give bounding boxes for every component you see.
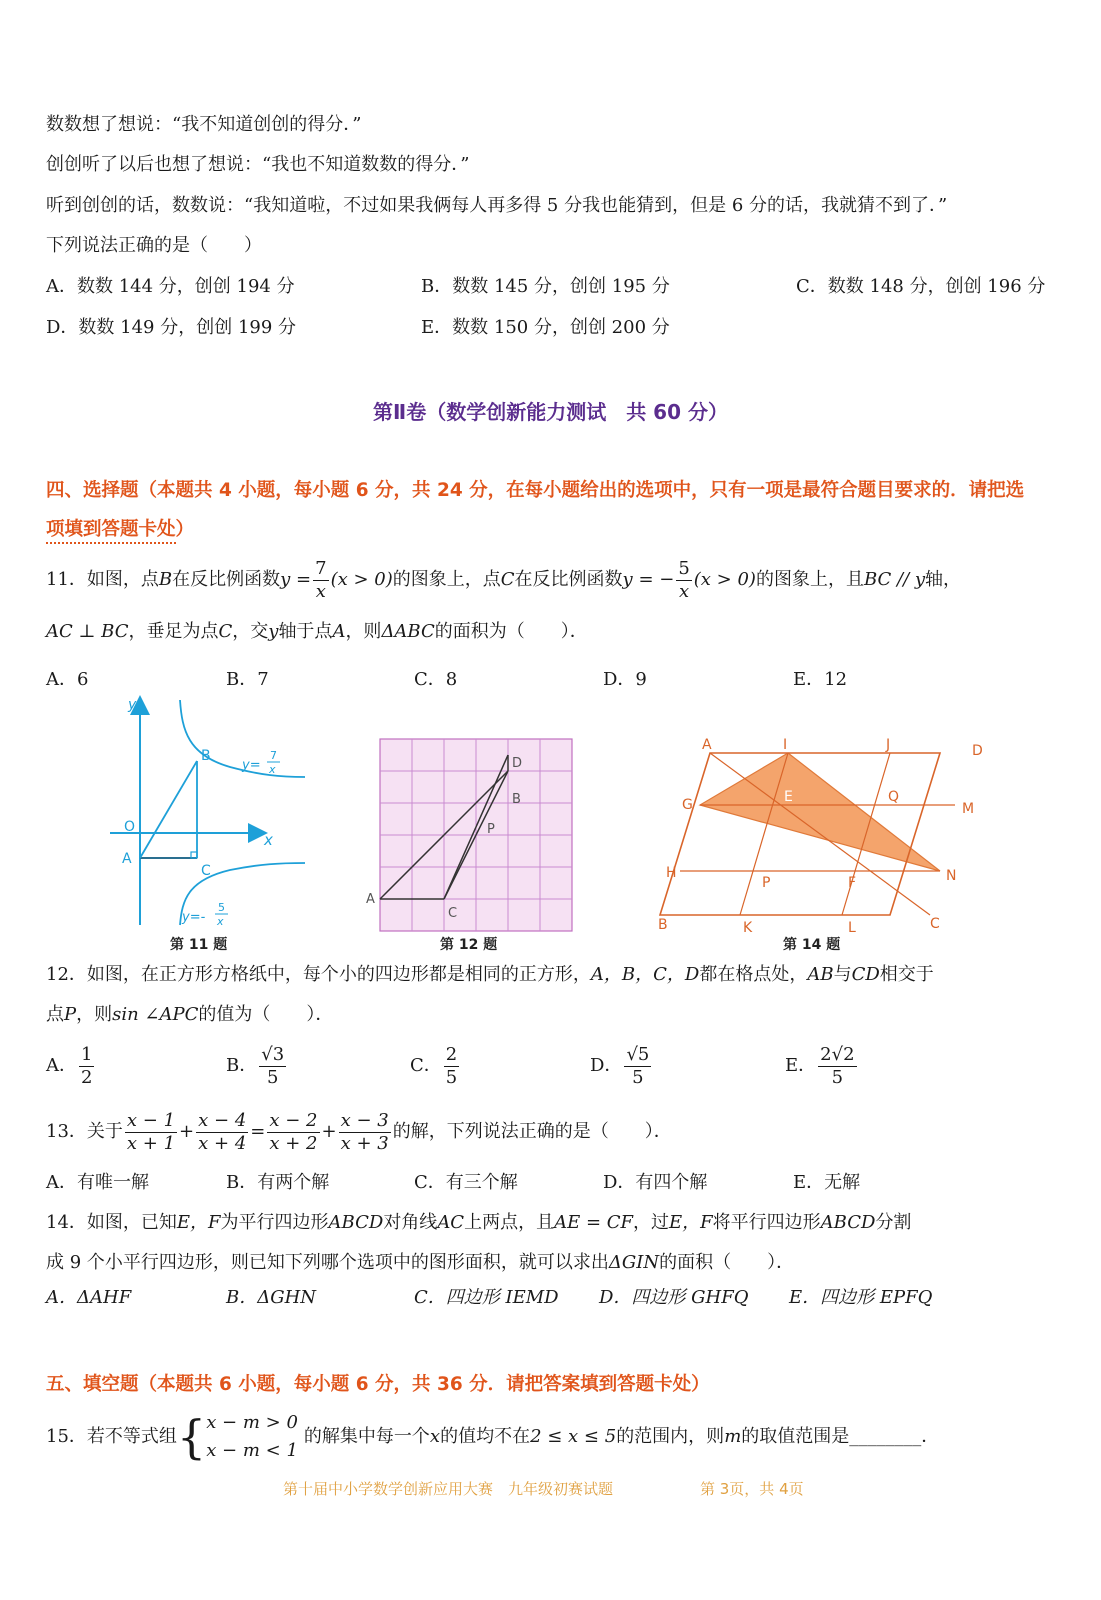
label-y: y (128, 697, 137, 713)
q12-option-label: D． (590, 1055, 623, 1076)
label-f1-num: 7 (270, 749, 277, 762)
q14-option-b: B．ΔGHN (226, 1287, 317, 1308)
q14-option-c: C．四边形 IEMD (414, 1287, 559, 1308)
q12-line-1 (46, 962, 934, 988)
q13-num: x − 3 (340, 1109, 389, 1131)
q15-x: x (429, 1426, 441, 1447)
q11-f1-den: x (315, 580, 326, 602)
figure-14-caption: 第 14 题 (783, 937, 841, 953)
q12-option-den: 2 (81, 1066, 93, 1088)
figure-14 (650, 735, 1000, 935)
label-m: M (962, 801, 975, 817)
q13-equals: = (250, 1121, 266, 1142)
section4-title-end: ） (175, 519, 195, 540)
q11-text: 的图象上，点 (392, 569, 501, 590)
q13-option-c: C．有三个解 (414, 1172, 518, 1193)
q12-option-fraction (259, 1044, 286, 1089)
intro-option-d: D．数数 149 分，创创 199 分 (46, 317, 297, 338)
q14-text: 的面积（ ）． (659, 1252, 795, 1273)
q11-text: 在反比例函数 (172, 569, 281, 590)
q11-perp: AC ⊥ BC (46, 621, 129, 642)
q14-ae-cf: AE = CF (554, 1212, 634, 1233)
q13-num: x − 2 (269, 1109, 318, 1131)
q13-frac-2 (196, 1110, 248, 1155)
q12-option-fraction (79, 1044, 94, 1089)
q11-line-1 (46, 556, 961, 604)
q14-text: 将平行四边形 (712, 1212, 821, 1233)
intro-question: 下列说法正确的是（ ） (46, 235, 262, 256)
q11-text: 的面积为（ ）． (434, 621, 588, 642)
q15-range: 2 ≤ x ≤ 5 (530, 1426, 617, 1447)
q14-text: 对角线 (383, 1212, 438, 1233)
q12-option-label: A． (46, 1055, 77, 1076)
label-k: K (743, 920, 753, 935)
q12-text: 12．如图，在正方形方格纸中，每个小的四边形都是相同的正方形， (46, 964, 591, 985)
q14-option-e: E．四边形 EPFQ (789, 1287, 933, 1308)
q13-option-a: A．有唯一解 (46, 1172, 149, 1193)
q11-text: 11．如图，点 (46, 569, 159, 590)
q14-ef: E，F (176, 1212, 221, 1233)
label-p: P (487, 822, 495, 837)
label-p: P (762, 875, 771, 891)
q11-f2-den: x (678, 580, 690, 602)
q13-den: x + 3 (340, 1132, 389, 1154)
q12-text: 点 (46, 1004, 64, 1025)
q12-option-den: 5 (831, 1066, 844, 1088)
q12-option-fraction (818, 1044, 856, 1089)
section4-title-dotted: 项填到答题卡处 (46, 519, 176, 544)
part2-title: 第Ⅱ卷（数学创新能力测试 共 60 分） (373, 400, 728, 424)
q11-point-c: C (500, 569, 515, 590)
q12-line-2 (46, 1002, 333, 1028)
q13-line (46, 1106, 672, 1158)
q13-frac-4 (339, 1110, 391, 1155)
q12-text: 都在格点处， (699, 964, 808, 985)
q13-num: x − 4 (198, 1109, 247, 1131)
label-b: B (512, 792, 521, 807)
label-f1-den: x (269, 763, 276, 776)
q15-line (46, 1408, 939, 1466)
q11-line-2 (46, 619, 588, 645)
intro-option-b: B．数数 145 分，创创 195 分 (421, 276, 670, 297)
q13-den: x + 4 (198, 1132, 247, 1154)
section4-title: 四、选择题（本题共 4 小题，每小题 6 分，共 24 分，在每小题给出的选项中，只有一项是最符合题目要求的．请把选 (46, 480, 1025, 501)
label-e: E (784, 789, 793, 805)
q13-option-d: D．有四个解 (603, 1172, 708, 1193)
label-x: x (264, 831, 273, 849)
q13-frac-3 (267, 1110, 319, 1155)
q12-option-den: 5 (445, 1066, 458, 1088)
q11-bc-parallel: BC // y (863, 569, 926, 590)
q15-text: ． (921, 1426, 940, 1447)
q12-option-num: 2√2 (820, 1043, 855, 1065)
q11-f1-num: 7 (315, 557, 327, 579)
q11-triangle: ΔABC (381, 621, 435, 642)
q11-f2-cond: (x > 0) (693, 569, 756, 590)
figure-12-caption: 第 12 题 (440, 937, 498, 953)
q15-answer-blank[interactable]: ________ (849, 1426, 922, 1447)
label-a: A (702, 737, 712, 753)
q15-system (206, 1409, 298, 1465)
label-a: A (366, 892, 375, 907)
triangle-gin (700, 753, 940, 871)
q13-den: x + 1 (126, 1132, 176, 1154)
q12-option-num: √3 (261, 1043, 285, 1065)
q11-option-b: B．7 (226, 669, 269, 690)
q12-option-num: 1 (81, 1043, 93, 1065)
q14-ef: E，F (669, 1212, 713, 1233)
intro-option-e: E．数数 150 分，创创 200 分 (421, 317, 670, 338)
q15-m: m (724, 1426, 742, 1447)
label-c: C (448, 906, 458, 921)
q12-option-num: 2 (445, 1043, 458, 1065)
label-c: C (930, 916, 940, 932)
q15-text: 的值均不在 (440, 1426, 531, 1447)
q13-den: x + 2 (269, 1132, 318, 1154)
q11-option-c: C．8 (414, 669, 458, 690)
q14-text: ，过 (633, 1212, 670, 1233)
q14-ac: AC (437, 1212, 465, 1233)
q11-option-e: E．12 (793, 669, 848, 690)
segment-ab (140, 761, 197, 858)
q12-p: P (64, 1004, 77, 1025)
q12-cd: CD (851, 964, 880, 985)
q12-option-e (785, 1040, 859, 1092)
label-d: D (972, 743, 983, 759)
q12-option-label: E． (785, 1055, 817, 1076)
q11-f2-fraction (676, 558, 691, 603)
figure-11 (100, 695, 310, 940)
figure-11-caption: 第 11 题 (170, 937, 228, 953)
q12-option-c (410, 1040, 461, 1092)
q12-option-fraction (624, 1044, 651, 1089)
q14-gin: ΔGIN (608, 1252, 660, 1273)
q12-text: ，则 (76, 1004, 113, 1025)
q14-text: 分割 (875, 1212, 912, 1233)
intro-line-2: 创创听了以后也想了想说：“我也不知道数数的得分．” (46, 154, 470, 175)
q15-text: 的范围内，则 (616, 1426, 725, 1447)
label-c: C (201, 863, 211, 879)
q12-option-num: √5 (626, 1043, 650, 1065)
q12-text: 相交于 (879, 964, 934, 985)
label-f2-num: 5 (218, 901, 225, 914)
q12-sin: sin ∠APC (112, 1004, 199, 1025)
label-n: N (946, 868, 957, 884)
q14-text: 上两点，且 (464, 1212, 555, 1233)
q13-plus: + (179, 1121, 195, 1142)
q14-abcd: ABCD (328, 1212, 384, 1233)
section4-title-cont (46, 515, 194, 541)
q13-option-b: B．有两个解 (226, 1172, 330, 1193)
q12-points: A，B，C，D (590, 964, 700, 985)
q11-text: ，交 (232, 621, 269, 642)
q11-f2-num: 5 (678, 557, 690, 579)
figure-12 (360, 735, 580, 935)
q11-c: C (218, 621, 233, 642)
q12-option-den: 5 (266, 1066, 279, 1088)
q11-text: 轴， (925, 569, 962, 590)
q11-f1-cond: (x > 0) (330, 569, 393, 590)
q11-y: y (268, 621, 279, 642)
q13-option-e: E．无解 (793, 1172, 861, 1193)
footer-contest: 第十届中小学数学创新应用大赛 九年级初赛试题 (283, 1480, 614, 1498)
q11-text: ，则 (345, 621, 382, 642)
q13-plus: + (321, 1121, 337, 1142)
q11-f1-fraction (313, 558, 328, 603)
q15-text: 的解集中每一个 (303, 1426, 430, 1447)
section5-title: 五、填空题（本题共 6 小题，每小题 6 分，共 36 分．请把答案填到答题卡处） (46, 1374, 710, 1395)
label-j: J (886, 737, 891, 753)
q11-text: 轴于点 (278, 621, 333, 642)
q15-inequality-1: x − m > 0 (206, 1412, 298, 1433)
label-b: B (658, 917, 668, 933)
q12-text: 与 (833, 964, 852, 985)
label-f: F (848, 875, 857, 891)
label-l: L (848, 920, 856, 935)
intro-line-3: 听到创创的话，数数说：“我知道啦，不过如果我俩每人再多得 5 分我也能猜到，但是 6 分的话，我就猜不到了．” (46, 195, 948, 216)
q15-inequality-2: x − m < 1 (206, 1440, 298, 1461)
label-g: G (682, 797, 693, 813)
label-f2-den: x (217, 915, 224, 928)
q14-text: 成 9 个小平行四边形，则已知下列哪个选项中的图形面积，就可以求出 (46, 1252, 609, 1273)
q13-num: x − 1 (126, 1109, 176, 1131)
q11-text: 的图象上，且 (755, 569, 864, 590)
label-f1-lhs: y= (242, 758, 261, 773)
label-o: O (124, 819, 136, 835)
q12-option-fraction (444, 1044, 459, 1089)
label-f2-lhs: y=- (182, 910, 206, 925)
q13-pre: 13．关于 (46, 1121, 123, 1142)
intro-line-1: 数数想了想说：“我不知道创创的得分．” (46, 114, 362, 135)
q15-text: 的取值范围是 (741, 1426, 850, 1447)
label-h: H (666, 865, 677, 881)
q11-option-a: A．6 (46, 669, 89, 690)
q11-option-d: D．9 (603, 669, 647, 690)
brace-icon: { (176, 1410, 207, 1464)
q14-line-1 (46, 1210, 911, 1236)
q12-option-d (590, 1040, 653, 1092)
q12-text: 的值为（ ）． (198, 1004, 334, 1025)
q11-f2-lhs: y = − (622, 569, 675, 590)
q11-text: 在反比例函数 (514, 569, 623, 590)
q12-option-den: 5 (632, 1066, 644, 1088)
label-a: A (122, 851, 132, 867)
intro-option-a: A．数数 144 分，创创 194 分 (46, 276, 295, 297)
q11-point-b: B (158, 569, 173, 590)
footer-page: 第 3页，共 4页 (700, 1480, 804, 1498)
q11-text: ，垂足为点 (128, 621, 219, 642)
label-q: Q (888, 789, 900, 805)
q14-abcd: ABCD (820, 1212, 876, 1233)
q12-option-label: C． (410, 1055, 442, 1076)
q11-f1-lhs: y = (280, 569, 312, 590)
q11-a: A (332, 621, 346, 642)
label-d: D (512, 756, 523, 771)
q12-ab: AB (807, 964, 834, 985)
q12-option-label: B． (226, 1055, 258, 1076)
q12-option-b (226, 1040, 288, 1092)
q14-option-d: D．四边形 GHFQ (599, 1287, 749, 1308)
label-b: B (201, 748, 211, 764)
q14-line-2 (46, 1250, 794, 1276)
q15-pre: 15．若不等式组 (46, 1426, 177, 1447)
q13-post: 的解，下列说法正确的是（ ）． (392, 1121, 672, 1142)
q14-option-a: A．ΔAHF (46, 1287, 132, 1308)
q13-frac-1 (125, 1110, 177, 1155)
q12-option-a (46, 1040, 96, 1092)
label-i: I (783, 737, 788, 753)
intro-option-c: C．数数 148 分，创创 196 分 (796, 276, 1046, 297)
q14-text: 为平行四边形 (220, 1212, 329, 1233)
q14-text: 14．如图，已知 (46, 1212, 177, 1233)
